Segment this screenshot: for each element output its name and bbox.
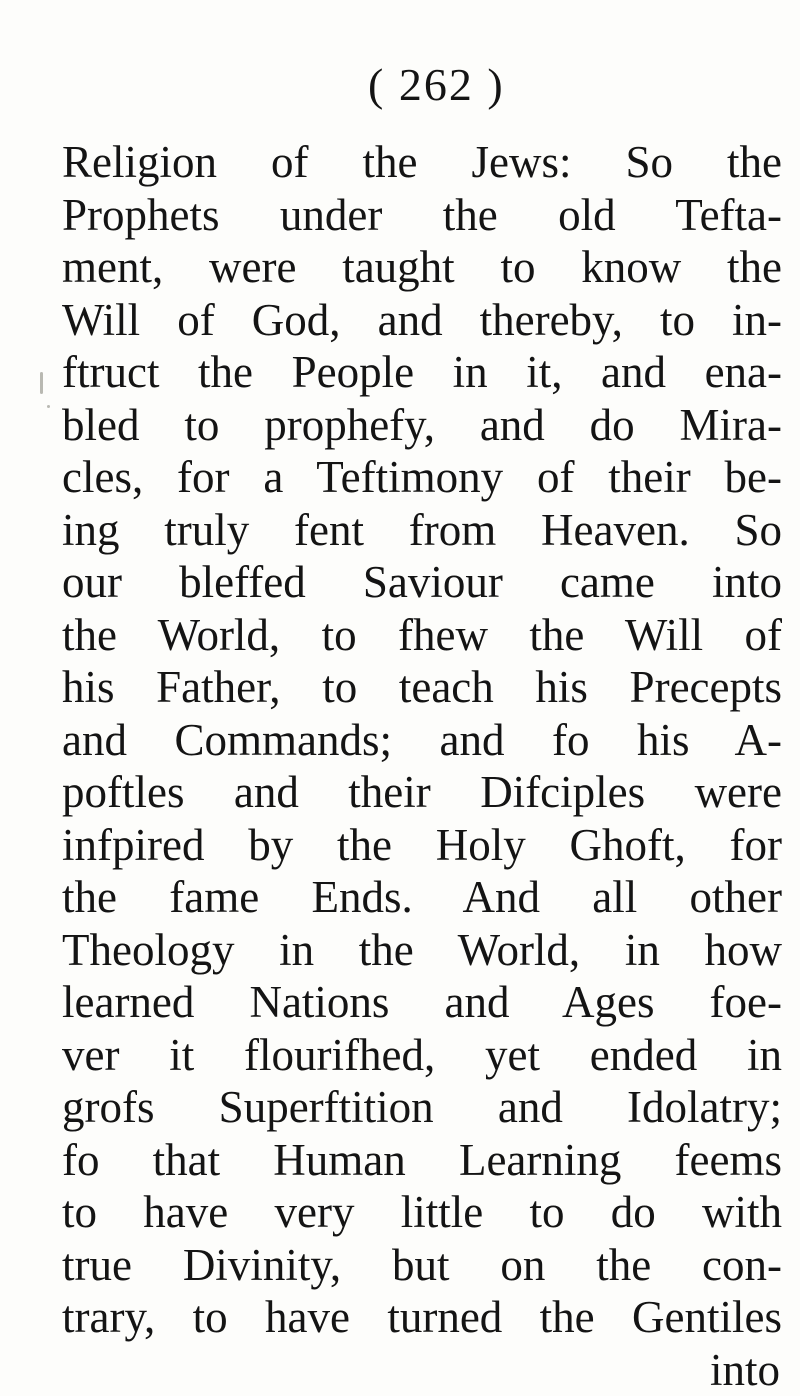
paper-mark (47, 405, 50, 408)
text-line-23: trary, to have turned the Gentiles (62, 1291, 782, 1344)
catchword: into (62, 1344, 782, 1396)
text-line-16: Theology in the World, in how (62, 924, 782, 977)
text-line-6: bled to prophefy, and do Mira- (62, 399, 782, 452)
text-line-11: his Father, to teach his Precepts (62, 661, 782, 714)
text-line-13: poftles and their Difciples were (62, 766, 782, 819)
text-line-18: ver it flourifhed, yet ended in (62, 1029, 782, 1082)
text-line-22: true Divinity, but on the con- (62, 1239, 782, 1292)
text-line-21: to have very little to do with (62, 1186, 782, 1239)
text-line-9: our bleffed Saviour came into (62, 556, 782, 609)
text-line-5: ftruct the People in it, and ena- (62, 346, 782, 399)
text-line-20: fo that Human Learning feems (62, 1134, 782, 1187)
text-line-14: infpired by the Holy Ghoft, for (62, 819, 782, 872)
body-text (62, 136, 782, 1396)
text-line-7: cles, for a Teftimony of their be- (62, 451, 782, 504)
text-line-12: and Commands; and fo his A- (62, 714, 782, 767)
text-line-2: Prophets under the old Tefta- (62, 189, 782, 242)
page-number: ( 262 ) (368, 62, 505, 108)
text-line-17: learned Nations and Ages foe- (62, 976, 782, 1029)
text-line-10: the World, to fhew the Will of (62, 609, 782, 662)
text-line-15: the fame Ends. And all other (62, 871, 782, 924)
text-line-19: grofs Superftition and Idolatry; (62, 1081, 782, 1134)
text-line-8: ing truly fent from Heaven. So (62, 504, 782, 557)
text-line-3: ment, were taught to know the (62, 241, 782, 294)
text-line-1: Religion of the Jews: So the (62, 136, 782, 189)
paper-mark (40, 372, 43, 394)
text-line-4: Will of God, and thereby, to in- (62, 294, 782, 347)
